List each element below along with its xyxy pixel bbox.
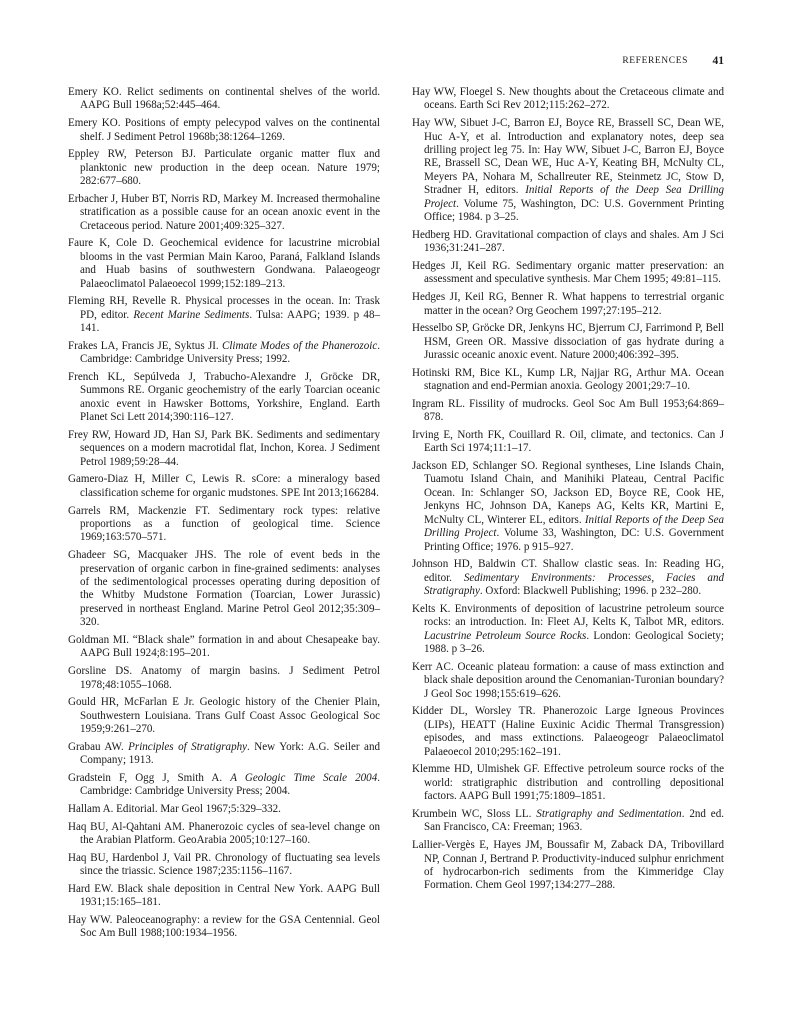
reference-text: . Volume 33, Washington, DC: U.S. Government Printing Office; 1976. p 915–927. bbox=[424, 527, 724, 553]
reference-entry bbox=[68, 634, 380, 661]
reference-text: Grabau AW. bbox=[68, 740, 129, 753]
reference-entry bbox=[412, 558, 724, 598]
reference-text: Hard EW. Black shale deposition in Central New York. AAPG Bull 1931;15:165–181. bbox=[68, 882, 380, 909]
references-left-column bbox=[68, 86, 380, 945]
reference-text: Kerr AC. Oceanic plateau formation: a cause of mass extinction and black shale deposition around the Cenomanian-Turonian boundary? J Geol Soc 1998;155:619–626. bbox=[412, 660, 724, 700]
reference-entry bbox=[68, 86, 380, 113]
reference-text: . Cambridge: Cambridge University Press; 1992. bbox=[80, 339, 380, 366]
reference-text: Kelts K. Environments of deposition of lacustrine petroleum source rocks: an introduction. In: Fleet AJ, Kelts K, Talbot MR, editors. bbox=[412, 602, 724, 629]
reference-text: Haq BU, Al-Qahtani AM. Phanerozoic cycles of sea-level change on the Arabian Platform. GeoArabia 2005;10:127–160. bbox=[68, 820, 380, 847]
reference-text: Frakes LA, Francis JE, Syktus JI. bbox=[68, 339, 222, 352]
reference-text: Frey RW, Howard JD, Han SJ, Park BK. Sediments and sedimentary sequences on a modern macrotidal flat, Inchon, Korea. J Sediment Petrol 1989;59:28–44. bbox=[68, 428, 380, 468]
reference-entry bbox=[68, 772, 380, 799]
reference-text: Emery KO. Positions of empty pelecypod valves on the continental shelf. J Sediment Petrol 1968b;38:1264–1269. bbox=[68, 117, 380, 143]
reference-text: Hesselbo SP, Gröcke DR, Jenkyns HC, Bjerrum CJ, Farrimond P, Bell HSM, Green OR. Massive dissociation of gas hydrate during a Jurassic oceanic anoxic event. Nature 2000;406:392–395. bbox=[412, 322, 724, 362]
page-header bbox=[0, 56, 791, 70]
reference-text: Goldman MI. “Black shale” formation in and about Chesapeake bay. AAPG Bull 1924;8:195–201. bbox=[68, 634, 380, 660]
reference-text: Eppley RW, Peterson BJ. Particulate organic matter flux and planktonic new production in the deep ocean. Nature 1979; 282:677–680. bbox=[68, 148, 380, 188]
reference-entry bbox=[412, 603, 724, 657]
reference-text: Jackson ED, Schlanger SO. Regional syntheses, Line Islands Chain, Tuamotu Island Chain, and Manihiki Plateau, Central Pacific Ocean. In: Schlanger SO, Jackson ED, Boyce RE, Cook HE, Jenkyns HC, Johnson DA, Kaneps AG, Kelts KR, Martini E, McNulty CL, Winterer EL, editors. bbox=[412, 460, 724, 526]
reference-text: French KL, Sepúlveda J, Trabucho-Alexandre J, Gröcke DR, Summons RE. Organic geochemistry of the early Toarcian oceanic anoxic event in Hawsker Bottoms, Yorkshire, England. Earth Planet Sci Lett 2014;390:116–127. bbox=[68, 370, 380, 424]
reference-entry bbox=[412, 705, 724, 759]
reference-text: Gould HR, McFarlan E Jr. Geologic history of the Chenier Plain, Southwestern Louisiana. Trans Gulf Coast Assoc Geological Soc 1959;9:261–270. bbox=[68, 696, 380, 736]
reference-text: Hedberg HD. Gravitational compaction of clays and shales. Am J Sci 1936;31:241–287. bbox=[412, 228, 724, 255]
reference-entry bbox=[68, 821, 380, 848]
reference-entry bbox=[68, 117, 380, 144]
reference-entry bbox=[68, 429, 380, 469]
reference-entry bbox=[412, 460, 724, 554]
reference-entry bbox=[68, 665, 380, 692]
reference-text: Garrels RM, Mackenzie FT. Sedimentary rock types: relative proportions as a function of geological time. Science 1969;163:570–571. bbox=[68, 504, 380, 544]
reference-text: Hay WW. Paleoceanography: a review for the GSA Centennial. Geol Soc Am Bull 1988;100:1934–1956. bbox=[68, 913, 380, 940]
reference-text: . Cambridge: Cambridge University Press; 2004. bbox=[80, 771, 380, 798]
reference-entry bbox=[68, 505, 380, 545]
reference-text: . London: Geological Society; 1988. p 3–26. bbox=[424, 629, 725, 656]
reference-text: Fleming RH, Revelle R. Physical processes in the ocean. In: Trask PD, editor. bbox=[68, 295, 380, 321]
reference-title: Initial Reports of the Deep Sea Drilling Project bbox=[424, 513, 724, 540]
reference-text: Erbacher J, Huber BT, Norris RD, Markey M. Increased thermohaline stratification as a possible cause for an ocean anoxic event in the Cretaceous period. Nature 2001;409:325–327. bbox=[68, 192, 380, 232]
reference-entry bbox=[68, 371, 380, 425]
reference-text: . 2nd ed. San Francisco, CA: Freeman; 1963. bbox=[424, 808, 724, 834]
reference-text: . Volume 75, Washington, DC: U.S. Government Printing Office; 1984. p 3–25. bbox=[424, 197, 724, 224]
reference-text: Hedges JI, Keil RG, Benner R. What happens to terrestrial organic matter in the ocean? Org Geochem 1997;27:195–212. bbox=[412, 291, 724, 317]
reference-entry bbox=[68, 340, 380, 367]
reference-title: Initial Reports of the Deep Sea Drilling Project bbox=[424, 184, 724, 210]
reference-entry bbox=[412, 429, 724, 456]
reference-text: . New York: A.G. Seiler and Company; 1913. bbox=[80, 740, 380, 767]
reference-text: Hay WW, Floegel S. New thoughts about the Cretaceous climate and oceans. Earth Sci Rev 2012;115:262–272. bbox=[412, 86, 724, 112]
reference-text: Gamero-Diaz H, Miller C, Lewis R. sCore: a mineralogy based classification scheme for organic mudstones. SPE Int 2013;166284. bbox=[68, 473, 380, 499]
reference-text: . Tulsa: AAPG; 1939. p 48–141. bbox=[80, 308, 380, 335]
reference-title: Recent Marine Sediments bbox=[133, 308, 250, 321]
references-right-column bbox=[412, 86, 724, 897]
page-number: 41 bbox=[712, 55, 724, 67]
reference-text: Ghadeer SG, Macquaker JHS. The role of event beds in the preservation of organic carbon in fine-grained sediments: analyses of the sedimentological processes operating during deposition of the Whitby Mudstone Formation (Toarcian, Lower Jurassic) preserved in northeast England. Marine Petrol Geol 2012;35:309–320. bbox=[68, 549, 380, 629]
reference-text: Ingram RL. Fissility of mudrocks. Geol Soc Am Bull 1953;64:869–878. bbox=[412, 397, 724, 424]
reference-entry bbox=[68, 741, 380, 768]
reference-text: . Oxford: Blackwell Publishing; 1996. p 232–280. bbox=[479, 585, 702, 598]
reference-text: Gorsline DS. Anatomy of margin basins. J Sediment Petrol 1978;48:1055–1068. bbox=[68, 665, 380, 691]
reference-entry bbox=[412, 229, 724, 256]
reference-entry bbox=[68, 295, 380, 335]
reference-title: Sedimentary Environments: Processes, Facies and Stratigraphy bbox=[424, 571, 724, 598]
reference-entry bbox=[412, 763, 724, 803]
reference-text: Klemme HD, Ulmishek GF. Effective petroleum source rocks of the world: stratigraphic distribution and controlling depositional factors. AAPG Bull 1991;75:1809–1851. bbox=[412, 763, 724, 803]
reference-entry bbox=[412, 398, 724, 425]
running-title: REFERENCES bbox=[622, 56, 688, 66]
reference-title: Climate Modes of the Phanerozoic bbox=[222, 339, 378, 352]
reference-entry bbox=[412, 322, 724, 362]
reference-entry bbox=[68, 803, 380, 816]
reference-text: Irving E, North FK, Couillard R. Oil, climate, and tectonics. Can J Earth Sci 1974;11:1–17. bbox=[412, 428, 724, 455]
reference-text: Gradstein F, Ogg J, Smith A. bbox=[68, 771, 231, 784]
reference-entry bbox=[68, 193, 380, 233]
reference-entry bbox=[412, 291, 724, 318]
reference-title: Principles of Stratigraphy bbox=[128, 740, 248, 753]
reference-entry bbox=[68, 883, 380, 910]
reference-entry bbox=[68, 696, 380, 736]
reference-entry bbox=[412, 86, 724, 113]
reference-text: Emery KO. Relict sediments on continental shelves of the world. AAPG Bull 1968a;52:445–464. bbox=[68, 86, 380, 112]
reference-text: Kidder DL, Worsley TR. Phanerozoic Large Igneous Provinces (LIPs), HEATT (Haline Euxinic Acidic Thermal Transgression) episodes, and mass extinctions. Palaeogeogr Palaeoclimatol Palaeoecol 2010;295:162–191. bbox=[412, 705, 724, 758]
reference-entry bbox=[68, 148, 380, 188]
reference-entry bbox=[412, 808, 724, 835]
reference-text: Lallier-Vergès E, Hayes JM, Boussafir M, Zaback DA, Tribovillard NP, Connan J, Bertrand P. Productivity-induced sulphur enrichment of hydrocarbon-rich sediments from the Kimmeridge Clay Formation. Chem Geol 1997;134:277–288. bbox=[412, 839, 724, 892]
reference-entry bbox=[68, 914, 380, 941]
reference-entry bbox=[68, 237, 380, 291]
reference-entry bbox=[68, 473, 380, 500]
reference-entry bbox=[68, 549, 380, 630]
reference-text: Faure K, Cole D. Geochemical evidence for lacustrine microbial blooms in the vast Permian Main Karoo, Paraná, Falkland Islands and Huab basins of southwestern Gondwana. Palaeogeogr Palaeoclimatol Palaeoecol 1999;152:189–213. bbox=[68, 237, 380, 290]
reference-entry bbox=[412, 839, 724, 893]
reference-entry bbox=[412, 260, 724, 287]
reference-text: Hotinski RM, Bice KL, Kump LR, Najjar RG, Arthur MA. Ocean stagnation and end-Permian anoxia. Geology 2001;29:7–10. bbox=[412, 366, 724, 393]
reference-text: Krumbein WC, Sloss LL. bbox=[412, 808, 537, 821]
reference-title: Stratigraphy and Sedimentation bbox=[536, 808, 682, 821]
reference-entry bbox=[412, 117, 724, 225]
reference-text: Hallam A. Editorial. Mar Geol 1967;5:329–332. bbox=[68, 802, 281, 815]
reference-text: Hedges JI, Keil RG. Sedimentary organic matter preservation: an assessment and speculative synthesis. Mar Chem 1995; 49:81–115. bbox=[412, 260, 724, 286]
reference-title: A Geologic Time Scale 2004 bbox=[230, 771, 378, 784]
reference-text: Hay WW, Sibuet J-C, Barron EJ, Boyce RE, Brassell SC, Dean WE, Huc A-Y, et al. Introduction and explanatory notes, deep sea drilling project leg 75. In: Hay WW, Sibuet J-C, Barron EJ, Boyce RE, Brassell SC, Dean WE, Huc A-Y, Keating BH, McNulty CL, Meyers PA, Nohara M, Schallreuter RE, Steinmetz JC, Stow D, Stradner H, editors. bbox=[412, 117, 724, 197]
reference-text: Haq BU, Hardenbol J, Vail PR. Chronology of fluctuating sea levels since the triassic. Science 1987;235:1156–1167. bbox=[68, 851, 380, 878]
reference-entry bbox=[68, 852, 380, 879]
reference-title: Lacustrine Petroleum Source Rocks bbox=[424, 629, 587, 642]
reference-entry bbox=[412, 661, 724, 701]
reference-entry bbox=[412, 367, 724, 394]
reference-text: Johnson HD, Baldwin CT. Shallow clastic seas. In: Reading HG, editor. bbox=[412, 558, 724, 584]
